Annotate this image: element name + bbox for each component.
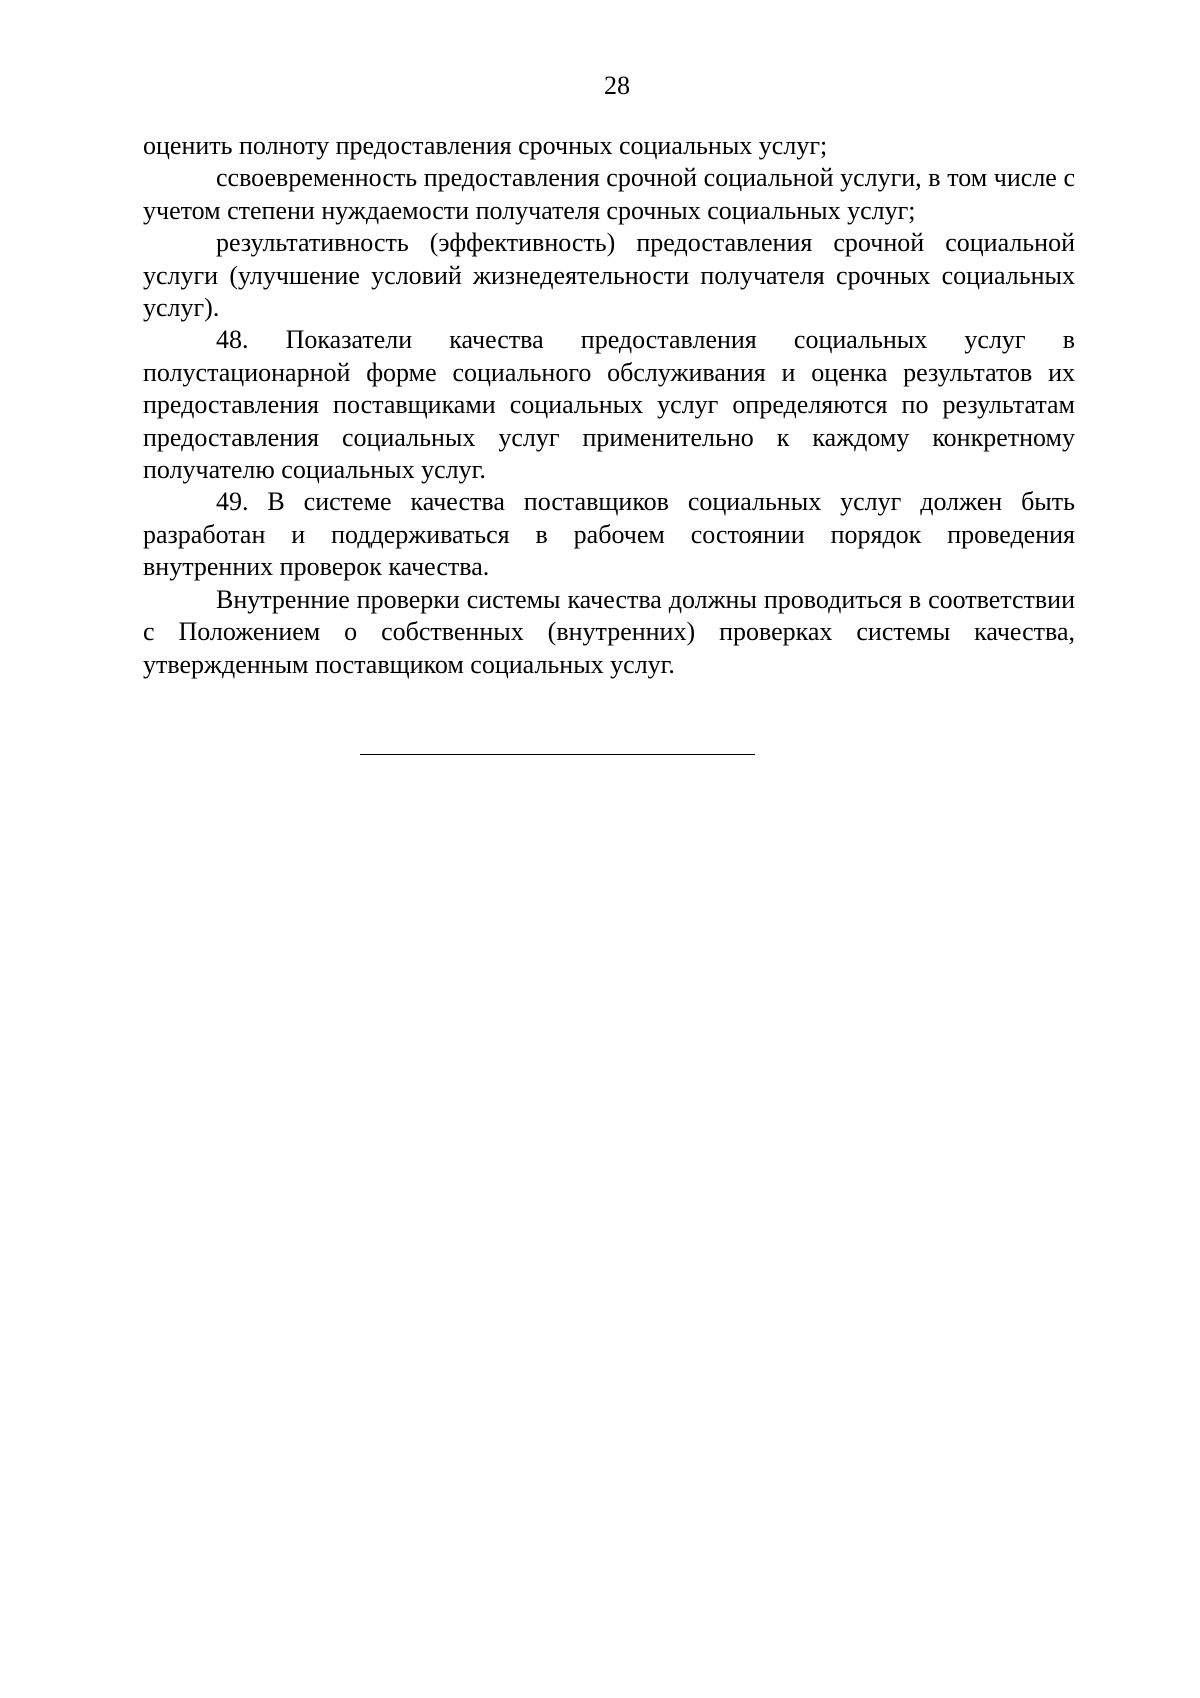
closing-divider-line (360, 754, 755, 755)
paragraph-completeness: оценить полноту предоставления срочных социальных услуг; (143, 131, 828, 160)
paragraph-timeliness: ссвоевременность предоставления срочной социальной услуги, в том числе с учетом степени нуждаемости получателя срочных социальных услуг; (143, 163, 1075, 225)
paragraph-effectiveness: результативность (эффективность) предоставления срочной социальной услуги (улучшение условий жизнедеятельности получателя срочных социальных услуг). (143, 228, 1075, 323)
paragraph-internal-audits: Внутренние проверки системы качества должны проводиться в соответствии с Положением о собственных (внутренних) проверках системы качества, утвержденным поставщиком социальных услуг. (143, 584, 1075, 679)
paragraph-item-49: 49. В системе качества поставщиков социальных услуг должен быть разработан и поддерживаться в рабочем состоянии порядок проведения внутренних проверок качества. (143, 487, 1075, 582)
document-body (143, 130, 1075, 681)
page-number: 28 (604, 71, 630, 100)
paragraph-item-48: 48. Показатели качества предоставления социальных услуг в полустационарной форме социального обслуживания и оценка результатов их предоставления поставщиками социальных услуг определяются по результатам предоставления социальных услуг применительно к каждому конкретному получателю социальных услуг. (143, 325, 1075, 485)
